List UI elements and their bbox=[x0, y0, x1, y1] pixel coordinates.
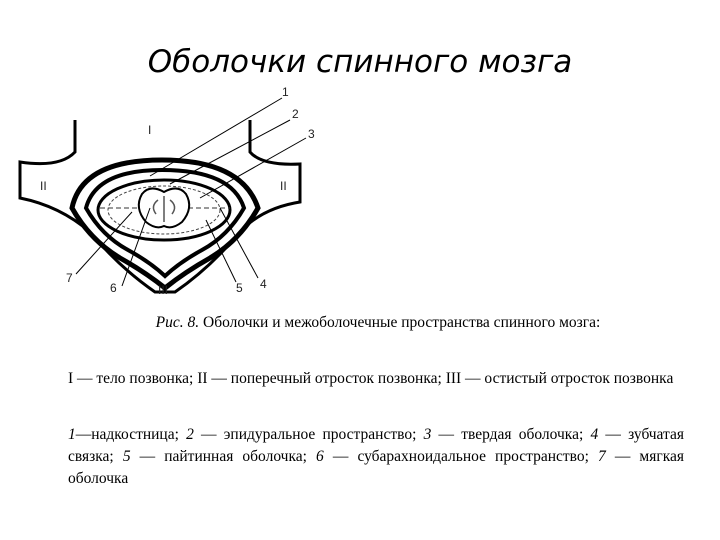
label-3: 3 bbox=[308, 127, 315, 141]
legend-text-6: — субарахноидальное пространство; bbox=[323, 448, 598, 465]
label-6: 6 bbox=[110, 281, 117, 295]
label-5: 5 bbox=[236, 281, 243, 295]
label-roman-I: I bbox=[148, 123, 152, 137]
legend-num-1: 1 bbox=[68, 426, 76, 443]
figure-caption bbox=[118, 312, 638, 334]
legend-num-7: 7 bbox=[598, 448, 606, 465]
label-1: 1 bbox=[282, 85, 289, 99]
legend-text-4: — зубчатая связка; bbox=[68, 426, 684, 465]
label-7: 7 bbox=[66, 271, 73, 285]
legend-text-1: —надкостница; bbox=[75, 426, 187, 443]
legend-num-4: 4 bbox=[590, 426, 599, 443]
slide-title: Оболочки спинного мозга bbox=[147, 44, 573, 80]
legend-roman: I — тело позвонка; II — поперечный отросток позвонка; III — остистый отросток позвонка bbox=[68, 370, 674, 387]
legend-numbers bbox=[68, 424, 684, 490]
label-roman-III: III bbox=[158, 283, 169, 297]
legend-text-5: — пайтинная оболочка; bbox=[130, 448, 317, 465]
label-4: 4 bbox=[260, 277, 267, 291]
legend-num-2: 2 bbox=[186, 426, 194, 443]
legend-text-2: — эпидуральное пространство; bbox=[193, 426, 424, 443]
spinal-cord-membranes-diagram bbox=[0, 80, 340, 300]
legend-num-5: 5 bbox=[122, 448, 131, 465]
legend-num-3: 3 bbox=[423, 426, 432, 443]
label-2: 2 bbox=[292, 107, 299, 121]
figure-label: Рис. 8. bbox=[155, 314, 200, 331]
label-roman-II-left: II bbox=[40, 179, 47, 193]
label-roman-II-right: II bbox=[280, 179, 287, 193]
legend-text-3: — твердая оболочка; bbox=[431, 426, 591, 443]
legend-num-6: 6 bbox=[316, 448, 324, 465]
legend-text-7: — мягкая оболочка bbox=[68, 448, 684, 487]
figure-caption-text: Оболочки и межоболочечные пространства спинного мозга: bbox=[203, 314, 601, 331]
